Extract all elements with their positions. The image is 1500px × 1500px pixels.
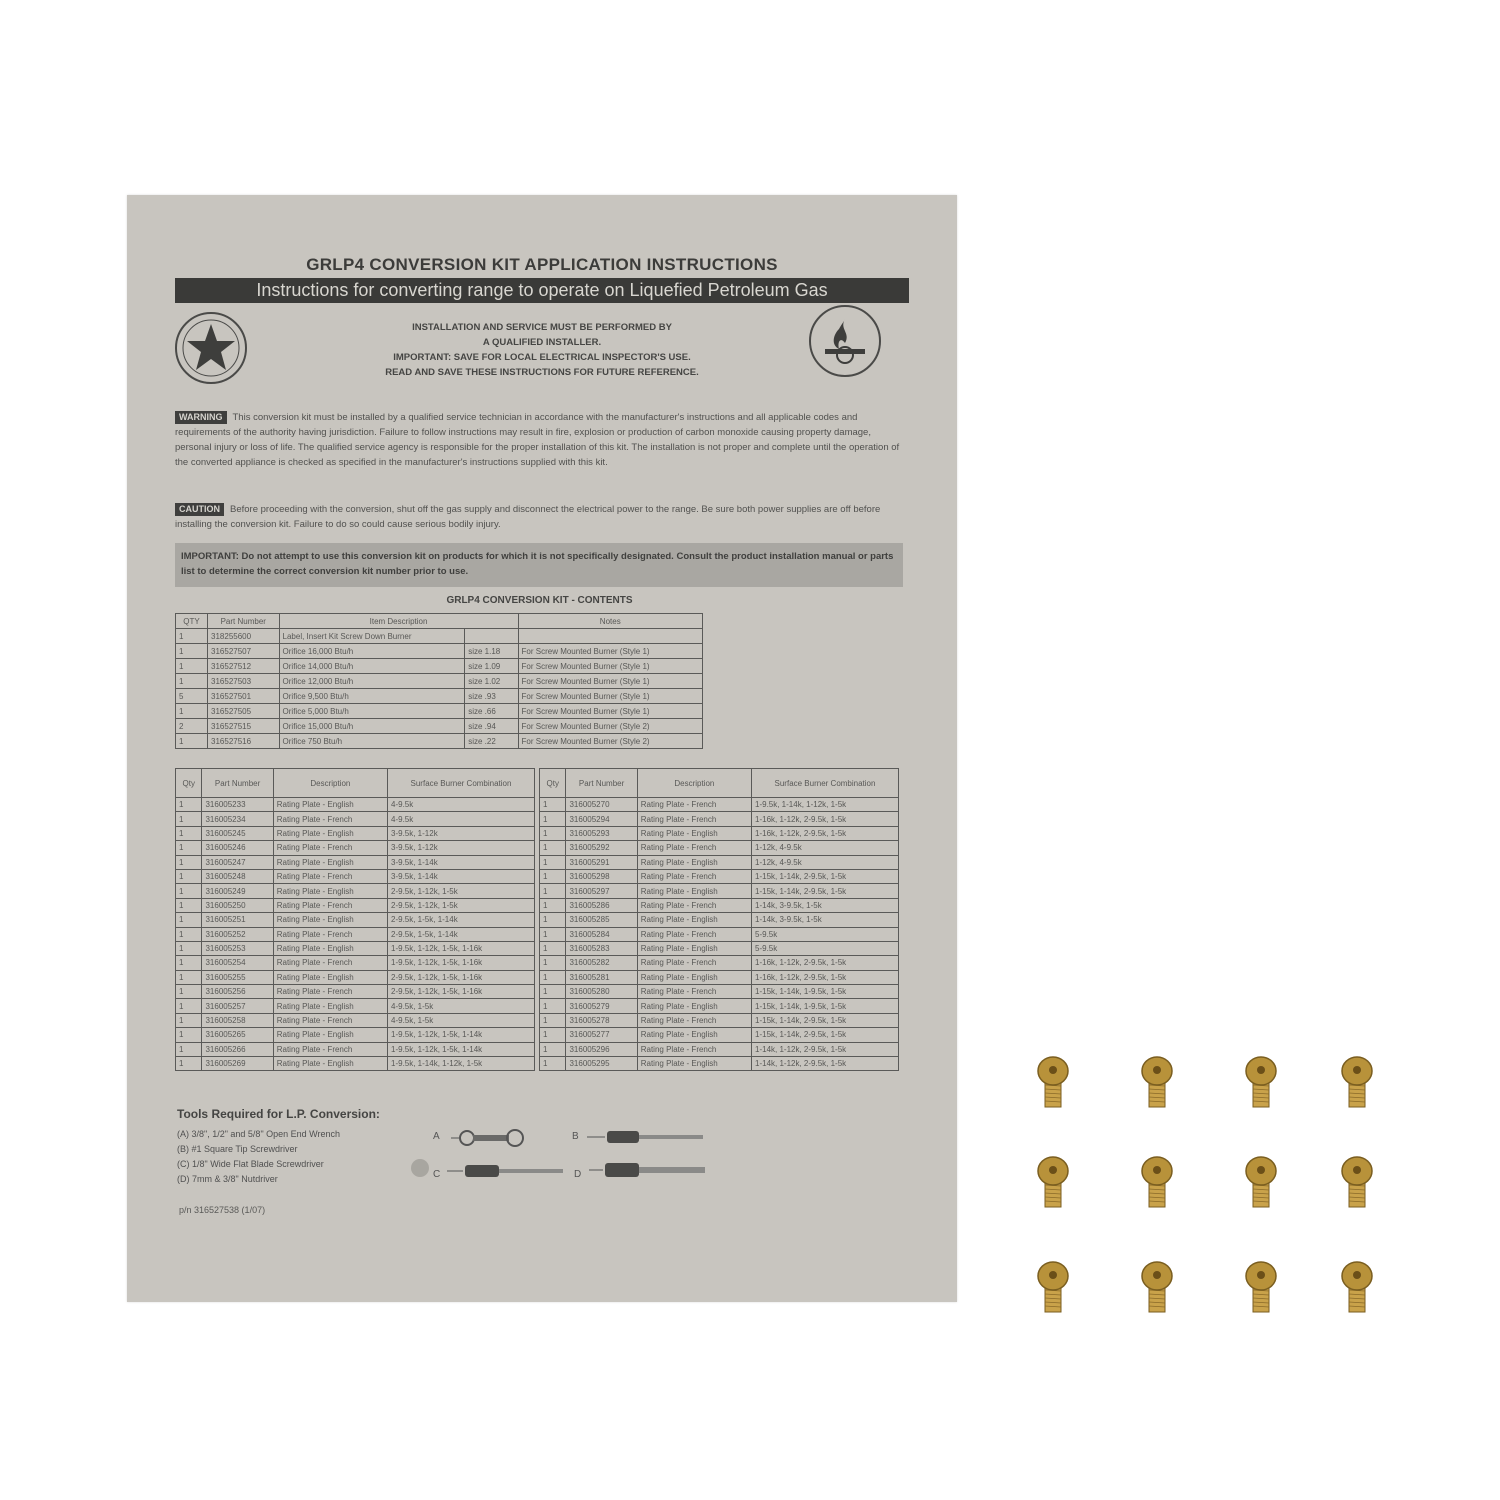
table-cell: 1-15k, 1-14k, 2-9.5k, 1-5k: [752, 884, 899, 898]
table-cell: For Screw Mounted Burner (Style 1): [518, 704, 702, 719]
table-cell: [465, 629, 518, 644]
col-qty: Qty: [176, 769, 202, 798]
brass-orifice-icon: [1241, 1155, 1281, 1211]
col-description: Description: [273, 769, 387, 798]
tool-item: (A) 3/8", 1/2" and 5/8" Open End Wrench: [177, 1129, 341, 1139]
table-cell: 318255600: [208, 629, 280, 644]
table-cell: 2-9.5k, 1-12k, 1-5k, 1-16k: [388, 985, 535, 999]
table-row: [540, 1013, 899, 1027]
table-cell: Rating Plate - French: [273, 927, 387, 941]
warning-text: This conversion kit must be installed by a qualified service technician in accordance with the manufacturer's instructions and all applicable codes and requirements of the authority having jurisdiction. Failure to follow instructions may result in fire, explosion or production of carbon monoxide causing property damage, personal injury or loss of life. The qualified service agency is responsible for the proper installation of this kit. The installation is not proper and complete until the operation of the converted appliance is checked as specified in the manufacturer's instructions supplied with this kit.: [175, 412, 900, 468]
table-cell: 1: [176, 999, 202, 1013]
table-cell: 1: [176, 704, 208, 719]
table-row: [540, 1042, 899, 1056]
table-cell: 316527507: [208, 644, 280, 659]
table-cell: Rating Plate - French: [637, 798, 751, 812]
table-cell: 2-9.5k, 1-5k, 1-14k: [388, 927, 535, 941]
tool-item: (B) #1 Square Tip Screwdriver: [177, 1144, 298, 1154]
table-cell: 316005245: [202, 826, 273, 840]
table-row: [540, 941, 899, 955]
table-cell: Rating Plate - English: [637, 855, 751, 869]
table-row: [176, 869, 535, 883]
table-cell: 316005270: [566, 798, 637, 812]
brass-orifice-icon: [1137, 1155, 1177, 1211]
table-cell: Label, Insert Kit Screw Down Burner: [279, 629, 465, 644]
table-cell: 316005269: [202, 1057, 273, 1071]
table-cell: For Screw Mounted Burner (Style 1): [518, 644, 702, 659]
table-cell: 5: [176, 689, 208, 704]
table-cell: For Screw Mounted Burner (Style 2): [518, 719, 702, 734]
installation-notice: INSTALLATION AND SERVICE MUST BE PERFORMED BY A QUALIFIED INSTALLER. IMPORTANT: SAVE FOR LOCAL ELECTRICAL INSPECTOR'S USE. READ AND SAVE THESE INSTRUCTIONS FOR FUTURE REFERENCE.: [385, 322, 699, 378]
sheet-banner: Instructions for converting range to operate on Liquefied Petroleum Gas: [175, 278, 909, 303]
table-cell: Rating Plate - French: [273, 869, 387, 883]
table-cell: 2: [176, 719, 208, 734]
table-cell: 1: [540, 941, 566, 955]
table-row: [176, 629, 703, 644]
table-cell: For Screw Mounted Burner (Style 2): [518, 734, 702, 749]
brass-orifice-icon: [1337, 1260, 1377, 1316]
table-row: [176, 970, 535, 984]
table-cell: Rating Plate - English: [637, 941, 751, 955]
part-number-footer: p/n 316527538 (1/07): [179, 1205, 266, 1215]
tool-label-c: C: [433, 1169, 441, 1180]
table-row: [540, 913, 899, 927]
table-cell: 2-9.5k, 1-12k, 1-5k: [388, 884, 535, 898]
table-cell: 2-9.5k, 1-12k, 1-5k: [388, 898, 535, 912]
table-cell: Rating Plate - French: [637, 956, 751, 970]
table-cell: 1: [176, 826, 202, 840]
table-cell: 1-15k, 1-14k, 1-9.5k, 1-5k: [752, 999, 899, 1013]
table-cell: 316005279: [566, 999, 637, 1013]
sheet-title: GRLP4 CONVERSION KIT APPLICATION INSTRUCTIONS: [306, 255, 778, 274]
table-cell: 316527512: [208, 659, 280, 674]
table-cell: 1: [176, 734, 208, 749]
table-cell: Rating Plate - English: [273, 999, 387, 1013]
table-cell: 316527515: [208, 719, 280, 734]
table-row: [176, 1042, 535, 1056]
table-row: [176, 798, 535, 812]
table-cell: 316005283: [566, 941, 637, 955]
table-cell: Rating Plate - French: [637, 1013, 751, 1027]
caution-paragraph: [175, 502, 900, 532]
table-cell: 1: [176, 970, 202, 984]
table-cell: 1: [540, 985, 566, 999]
table-cell: 1: [176, 644, 208, 659]
contents-title: GRLP4 CONVERSION KIT - CONTENTS: [446, 595, 633, 606]
table-cell: 316005282: [566, 956, 637, 970]
brass-orifice-icon: [1033, 1260, 1073, 1316]
brass-orifice-icon: [1033, 1055, 1073, 1111]
table-row: [176, 941, 535, 955]
col-qty: QTY: [176, 614, 208, 629]
table-row: [176, 719, 703, 734]
table-row: [176, 689, 703, 704]
tool-label-d: D: [574, 1169, 582, 1180]
table-cell: 316005291: [566, 855, 637, 869]
table-cell: Orifice 9,500 Btu/h: [279, 689, 465, 704]
table-cell: Rating Plate - French: [273, 956, 387, 970]
table-cell: 316005292: [566, 841, 637, 855]
table-cell: 316527516: [208, 734, 280, 749]
table-cell: Rating Plate - English: [637, 970, 751, 984]
orifice-group: [1000, 1040, 1420, 1320]
caution-badge: CAUTION: [175, 503, 224, 516]
table-cell: 316005293: [566, 826, 637, 840]
table-cell: 1: [176, 884, 202, 898]
table-cell: Rating Plate - French: [273, 1042, 387, 1056]
table-cell: 316527501: [208, 689, 280, 704]
table-cell: 1-9.5k, 1-12k, 1-5k, 1-14k: [388, 1028, 535, 1042]
col-qty: Qty: [540, 769, 566, 798]
table-cell: Rating Plate - French: [273, 985, 387, 999]
table-cell: 1-12k, 4-9.5k: [752, 855, 899, 869]
table-cell: Rating Plate - English: [637, 1057, 751, 1071]
table-cell: Rating Plate - English: [273, 798, 387, 812]
table-cell: 5-9.5k: [752, 927, 899, 941]
tool-label-a: A: [433, 1131, 440, 1142]
flat-blade-screwdriver-icon: [447, 1163, 567, 1179]
table-cell: 1: [176, 674, 208, 689]
brass-orifice-icon: [1137, 1055, 1177, 1111]
table-cell: 1: [176, 629, 208, 644]
table-cell: 1-14k, 3-9.5k, 1-5k: [752, 913, 899, 927]
table-row: [176, 674, 703, 689]
table-row: [176, 927, 535, 941]
col-burner-combination: Surface Burner Combination: [388, 769, 535, 798]
table-cell: Orifice 5,000 Btu/h: [279, 704, 465, 719]
table-row: [176, 826, 535, 840]
table-cell: size 1.09: [465, 659, 518, 674]
table-cell: size .94: [465, 719, 518, 734]
table-cell: 316005247: [202, 855, 273, 869]
warning-paragraph: [175, 410, 900, 470]
table-cell: 1: [176, 855, 202, 869]
table-row: [176, 812, 535, 826]
warning-badge: WARNING: [175, 411, 227, 424]
table-cell: 1: [540, 826, 566, 840]
table-cell: Rating Plate - French: [637, 812, 751, 826]
table-cell: 1-15k, 1-14k, 2-9.5k, 1-5k: [752, 1013, 899, 1027]
table-cell: 1: [176, 812, 202, 826]
table-cell: 1: [540, 855, 566, 869]
wrench-icon: [449, 1125, 531, 1151]
table-cell: Rating Plate - English: [637, 999, 751, 1013]
table-cell: For Screw Mounted Burner (Style 1): [518, 689, 702, 704]
col-part-number: Part Number: [202, 769, 273, 798]
table-row: [540, 812, 899, 826]
table-cell: 316005277: [566, 1028, 637, 1042]
screw-icon: [407, 1155, 433, 1181]
table-row: [176, 1013, 535, 1027]
col-notes: Notes: [518, 614, 702, 629]
table-cell: For Screw Mounted Burner (Style 1): [518, 674, 702, 689]
nutdriver-icon: [589, 1161, 709, 1179]
table-cell: 316005251: [202, 913, 273, 927]
table-row: [540, 898, 899, 912]
table-cell: 1: [176, 1057, 202, 1071]
table-cell: Rating Plate - French: [637, 927, 751, 941]
tool-item: (C) 1/8" Wide Flat Blade Screwdriver: [177, 1159, 324, 1169]
table-cell: 1-9.5k, 1-14k, 1-12k, 1-5k: [388, 1057, 535, 1071]
table-cell: 316005266: [202, 1042, 273, 1056]
table-cell: size .93: [465, 689, 518, 704]
table-cell: 1: [540, 1013, 566, 1027]
table-cell: 316005254: [202, 956, 273, 970]
tool-label-b: B: [572, 1131, 579, 1142]
table-cell: 1: [176, 798, 202, 812]
table-cell: Orifice 16,000 Btu/h: [279, 644, 465, 659]
table-cell: 316005255: [202, 970, 273, 984]
table-cell: 1-14k, 1-12k, 2-9.5k, 1-5k: [752, 1057, 899, 1071]
table-cell: 1: [540, 798, 566, 812]
table-cell: 1-9.5k, 1-12k, 1-5k, 1-16k: [388, 956, 535, 970]
table-cell: 316005286: [566, 898, 637, 912]
table-cell: Rating Plate - English: [273, 855, 387, 869]
table-cell: Rating Plate - English: [637, 826, 751, 840]
table-cell: 1: [540, 970, 566, 984]
table-cell: 1-16k, 1-12k, 2-9.5k, 1-5k: [752, 812, 899, 826]
table-row: [540, 999, 899, 1013]
table-cell: 1: [176, 659, 208, 674]
table-cell: 1: [540, 841, 566, 855]
table-cell: 1: [176, 1028, 202, 1042]
table-cell: 1: [176, 941, 202, 955]
col-part-number: Part Number: [208, 614, 280, 629]
table-row: [176, 999, 535, 1013]
table-cell: 316005246: [202, 841, 273, 855]
table-cell: Rating Plate - English: [273, 913, 387, 927]
table-cell: 316005249: [202, 884, 273, 898]
table-cell: Rating Plate - French: [273, 812, 387, 826]
table-cell: 1: [540, 812, 566, 826]
table-cell: 1-12k, 4-9.5k: [752, 841, 899, 855]
table-cell: Rating Plate - English: [273, 1057, 387, 1071]
table-cell: Rating Plate - French: [273, 898, 387, 912]
table-row: [176, 1028, 535, 1042]
table-cell: 1-9.5k, 1-12k, 1-5k, 1-16k: [388, 941, 535, 955]
table-cell: For Screw Mounted Burner (Style 1): [518, 659, 702, 674]
instruction-sheet: [127, 195, 957, 1302]
table-cell: Rating Plate - English: [273, 970, 387, 984]
star-seal-icon: [175, 312, 247, 384]
table-row: [176, 644, 703, 659]
table-cell: Rating Plate - French: [273, 841, 387, 855]
table-cell: 1: [176, 1013, 202, 1027]
table-cell: 316005278: [566, 1013, 637, 1027]
table-cell: [518, 629, 702, 644]
table-cell: 316005252: [202, 927, 273, 941]
brass-orifice-icon: [1241, 1055, 1281, 1111]
table-cell: 316005295: [566, 1057, 637, 1071]
table-cell: 1-14k, 1-12k, 2-9.5k, 1-5k: [752, 1042, 899, 1056]
table-cell: 1: [176, 841, 202, 855]
table-row: [176, 659, 703, 674]
tools-title: Tools Required for L.P. Conversion:: [177, 1107, 380, 1121]
table-row: [540, 927, 899, 941]
table-row: [540, 869, 899, 883]
brass-orifice-icon: [1137, 1260, 1177, 1316]
table-cell: 316005258: [202, 1013, 273, 1027]
table-cell: 316005256: [202, 985, 273, 999]
rating-plate-table-left: [175, 768, 535, 1071]
table-cell: 1: [540, 927, 566, 941]
table-cell: Rating Plate - English: [273, 826, 387, 840]
brass-orifice-icon: [1033, 1155, 1073, 1211]
table-row: [176, 956, 535, 970]
table-row: [540, 970, 899, 984]
table-cell: 1: [540, 956, 566, 970]
col-part-number: Part Number: [566, 769, 637, 798]
table-cell: Rating Plate - English: [637, 1028, 751, 1042]
table-cell: 316005284: [566, 927, 637, 941]
table-cell: Rating Plate - French: [637, 898, 751, 912]
table-cell: size .22: [465, 734, 518, 749]
table-row: [540, 826, 899, 840]
table-row: [540, 855, 899, 869]
table-cell: 316005280: [566, 985, 637, 999]
tools-list: [177, 1127, 340, 1187]
table-cell: 1: [176, 898, 202, 912]
table-cell: 1: [540, 1057, 566, 1071]
table-row: [176, 1057, 535, 1071]
table-cell: 4-9.5k: [388, 812, 535, 826]
table-row: [540, 1057, 899, 1071]
table-row: [176, 841, 535, 855]
square-tip-screwdriver-icon: [587, 1129, 707, 1145]
table-cell: Rating Plate - French: [273, 1013, 387, 1027]
table-cell: 4-9.5k, 1-5k: [388, 1013, 535, 1027]
table-cell: 1-9.5k, 1-14k, 1-12k, 1-5k: [752, 798, 899, 812]
table-row: [176, 855, 535, 869]
table-cell: Rating Plate - French: [637, 985, 751, 999]
table-cell: Rating Plate - French: [637, 841, 751, 855]
table-cell: 1-16k, 1-12k, 2-9.5k, 1-5k: [752, 826, 899, 840]
table-cell: 316005294: [566, 812, 637, 826]
table-cell: 4-9.5k: [388, 798, 535, 812]
table-cell: 316527503: [208, 674, 280, 689]
table-cell: 1: [176, 927, 202, 941]
table-cell: 316005248: [202, 869, 273, 883]
table-cell: Orifice 14,000 Btu/h: [279, 659, 465, 674]
table-cell: 3-9.5k, 1-14k: [388, 869, 535, 883]
table-cell: 1: [176, 869, 202, 883]
table-row: [540, 956, 899, 970]
table-cell: Rating Plate - French: [637, 1042, 751, 1056]
flame-seal-icon: [809, 305, 881, 377]
table-cell: 1-15k, 1-14k, 1-9.5k, 1-5k: [752, 985, 899, 999]
table-cell: 316005250: [202, 898, 273, 912]
table-cell: 4-9.5k, 1-5k: [388, 999, 535, 1013]
table-cell: Orifice 750 Btu/h: [279, 734, 465, 749]
table-cell: size 1.02: [465, 674, 518, 689]
table-cell: 316005281: [566, 970, 637, 984]
table-cell: 316005265: [202, 1028, 273, 1042]
table-cell: 316005296: [566, 1042, 637, 1056]
table-row: [176, 985, 535, 999]
brass-orifice-icon: [1241, 1260, 1281, 1316]
table-cell: 3-9.5k, 1-14k: [388, 855, 535, 869]
table-row: [540, 798, 899, 812]
table-cell: size 1.18: [465, 644, 518, 659]
table-row: [540, 841, 899, 855]
table-row: [540, 985, 899, 999]
table-cell: 316005297: [566, 884, 637, 898]
table-cell: 1-9.5k, 1-12k, 1-5k, 1-14k: [388, 1042, 535, 1056]
table-cell: Orifice 12,000 Btu/h: [279, 674, 465, 689]
table-cell: Rating Plate - English: [273, 1028, 387, 1042]
caution-text: Before proceeding with the conversion, shut off the gas supply and disconnect the electrical power to the range. Be sure both power supplies are off before installing the conversion kit. Failure to do so could cause serious bodily injury.: [175, 504, 881, 530]
table-cell: size .66: [465, 704, 518, 719]
table-cell: 1-15k, 1-14k, 2-9.5k, 1-5k: [752, 869, 899, 883]
table-cell: 316005285: [566, 913, 637, 927]
col-burner-combination: Surface Burner Combination: [752, 769, 899, 798]
table-cell: 1: [540, 1028, 566, 1042]
table-cell: 1: [176, 1042, 202, 1056]
table-cell: 1: [176, 913, 202, 927]
table-cell: 1: [176, 956, 202, 970]
table-cell: 316005253: [202, 941, 273, 955]
rating-plate-table-right: [539, 768, 899, 1071]
col-item-description: Item Description: [279, 614, 518, 629]
table-cell: Rating Plate - English: [273, 884, 387, 898]
table-cell: 316005234: [202, 812, 273, 826]
table-cell: Rating Plate - English: [637, 884, 751, 898]
table-cell: 5-9.5k: [752, 941, 899, 955]
table-cell: 1-14k, 3-9.5k, 1-5k: [752, 898, 899, 912]
table-cell: 1: [176, 985, 202, 999]
brass-orifice-icon: [1337, 1055, 1377, 1111]
table-cell: 1-16k, 1-12k, 2-9.5k, 1-5k: [752, 970, 899, 984]
table-cell: 316005298: [566, 869, 637, 883]
table-cell: 1: [540, 913, 566, 927]
table-cell: 3-9.5k, 1-12k: [388, 841, 535, 855]
table-row: [176, 734, 703, 749]
table-cell: 316005233: [202, 798, 273, 812]
table-cell: 1: [540, 884, 566, 898]
table-cell: 1: [540, 1042, 566, 1056]
table-cell: 1-16k, 1-12k, 2-9.5k, 1-5k: [752, 956, 899, 970]
col-description: Description: [637, 769, 751, 798]
table-cell: Orifice 15,000 Btu/h: [279, 719, 465, 734]
important-box: IMPORTANT: Do not attempt to use this conversion kit on products for which it is not specifically designated. Consult the product installation manual or parts list to determine the correct conversion kit number prior to use.: [175, 543, 903, 587]
table-row: [176, 884, 535, 898]
table-cell: 1: [540, 898, 566, 912]
table-cell: 1: [540, 869, 566, 883]
table-cell: Rating Plate - French: [637, 869, 751, 883]
table-row: [176, 913, 535, 927]
table-cell: 2-9.5k, 1-5k, 1-14k: [388, 913, 535, 927]
tool-item: (D) 7mm & 3/8" Nutdriver: [177, 1174, 278, 1184]
table-row: [176, 898, 535, 912]
table-row: [540, 1028, 899, 1042]
table-row: [540, 884, 899, 898]
contents-table: [175, 613, 703, 749]
table-cell: Rating Plate - English: [273, 941, 387, 955]
table-cell: 316527505: [208, 704, 280, 719]
table-cell: 2-9.5k, 1-12k, 1-5k, 1-16k: [388, 970, 535, 984]
table-cell: 1-15k, 1-14k, 2-9.5k, 1-5k: [752, 1028, 899, 1042]
table-cell: 316005257: [202, 999, 273, 1013]
table-cell: 1: [540, 999, 566, 1013]
brass-orifice-icon: [1337, 1155, 1377, 1211]
table-cell: Rating Plate - English: [637, 913, 751, 927]
table-cell: 3-9.5k, 1-12k: [388, 826, 535, 840]
table-row: [176, 704, 703, 719]
